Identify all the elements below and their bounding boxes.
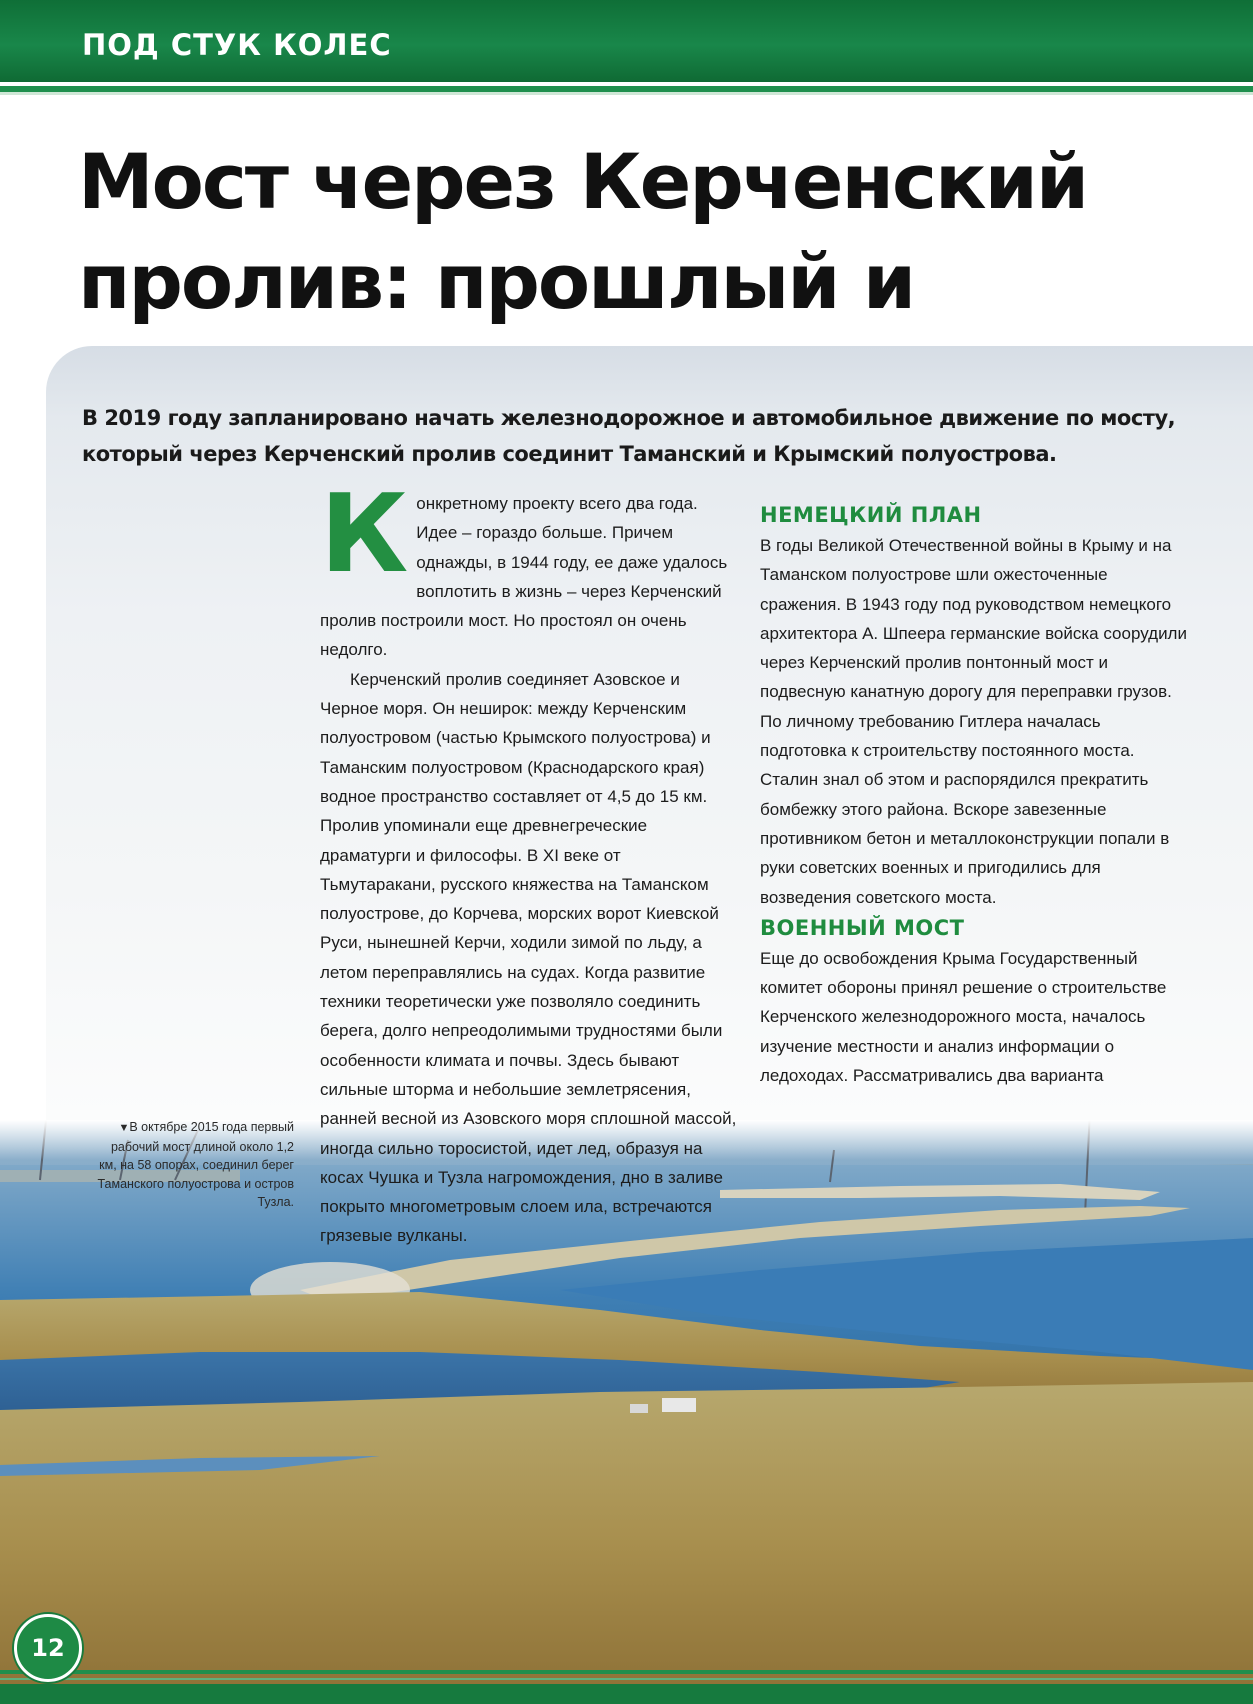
article-column-right: [760, 499, 1190, 1090]
photo-caption: [96, 1118, 294, 1212]
section-german-plan-title: НЕМЕЦКИЙ ПЛАН: [760, 503, 982, 527]
header-divider: [0, 92, 1253, 95]
article-column-left: [320, 472, 740, 1251]
rubric-label: ПОД СТУК КОЛЕС: [82, 28, 392, 62]
footer-stripes: [0, 1664, 1253, 1704]
paragraph-strait-text: Керченский пролив соединяет Азовское и Черное моря. Он неширок: между Керченским полуостровом (частью Крымского полуострова) и Таманским полуостровом (Краснодарского края) водное пространство составляет от 4,5 до 15 км. Пролив упоминали еще древнегреческие драматурги и философы. В XI веке от Тьмутаракани, русского княжества на Таманском полуострове, до Корчева, морских ворот Киевской Руси, нынешней Керчи, ходили зимой по льду, а летом переправлялись на судах. Когда развитие техники теоретически уже позволяло соединить берега, долго непреодолимыми трудностями были особенности климата и почвы. Здесь бывают сильные шторма и небольшие землетрясения, ранней весной из Азовского моря сплошной массой, иногда сильно торосистой, идет лед, образуя на косах Чушка и Тузла нагромождения, дно в заливе покрыто многометровым слоем ила, встречаются грязевые вулканы.: [320, 669, 737, 1246]
article-lead: [82, 400, 1192, 472]
section-military-bridge-text: Еще до освобождения Крыма Государственный комитет обороны принял решение о строительстве Керченского железнодорожного моста, началось изучение местности и анализ информации о ледоходах. Рассматривались два варианта: [760, 948, 1167, 1086]
car: [630, 1404, 648, 1413]
caption-text: В октябре 2015 года первый рабочий мост длиной около 1,2 км, на 58 опорах, соединил берег Таманского полуострова и остров Тузла.: [97, 1120, 294, 1209]
paragraph-intro-text: онкретному проекту всего два года. Идее – гораздо больше. Причем однажды, в 1944 году, ее даже удалось воплотить в жизнь – через Керченский пролив построили мост. Но простоял он очень недолго.: [320, 494, 728, 660]
title-line-2: пролив: прошлый и: [78, 237, 915, 326]
paragraph-intro: [320, 472, 740, 665]
lead-line-1: В 2019 году запланировано начать железнодорожное и автомобильное движение по мосту,: [82, 406, 1176, 430]
foreground-land: [0, 1382, 1253, 1704]
lead-line-2: который через Керченский пролив соединит Таманский и Крымский полуострова.: [82, 442, 1057, 466]
caption-triangle-icon: ▼: [118, 1122, 130, 1134]
page-number: 12: [14, 1614, 82, 1682]
truck: [662, 1398, 696, 1412]
title-line-1: Мост через Керченский: [78, 137, 1088, 226]
drop-cap: К: [320, 472, 409, 597]
paragraph-strait: [320, 665, 740, 1251]
section-military-bridge-title: ВОЕННЫЙ МОСТ: [760, 915, 965, 940]
section-german-plan-text: В годы Великой Отечественной войны в Крыму и на Таманском полуострове шли ожесточенные сражения. В 1943 году под руководством немецкого архитектора А. Шпеера германские войска соорудили через Керченский пролив понтонный мост и подвесную канатную дорогу для переправки грузов. По личному требованию Гитлера началась подготовка к строительству постоянного моста. Сталин знал об этом и распорядился прекратить бомбежку этого района. Вскоре завезенные противником бетон и металлоконструкции попали в руки советских военных и пригодились для возведения советского моста.: [760, 536, 1187, 907]
